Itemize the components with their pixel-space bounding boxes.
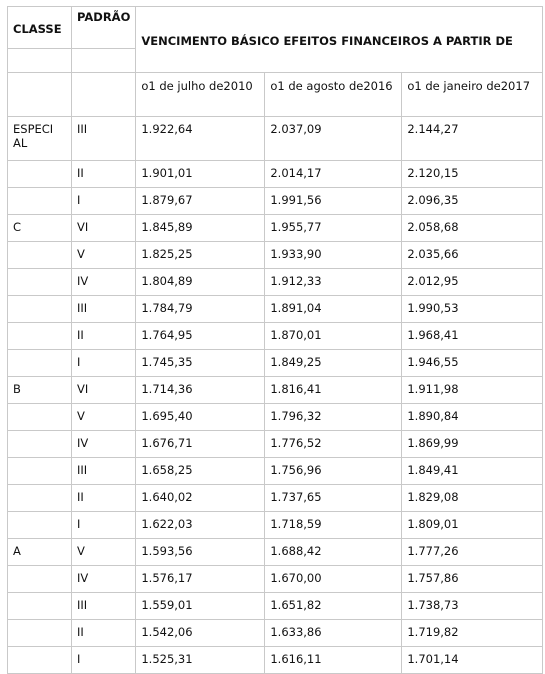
value-2017-cell: 1.869,99 bbox=[402, 431, 543, 458]
header-row bbox=[8, 7, 543, 49]
value-2017-cell: 1.719,82 bbox=[402, 620, 543, 647]
padrao-cell: II bbox=[72, 323, 136, 350]
value-2016-cell: 1.737,65 bbox=[265, 485, 402, 512]
classe-cell bbox=[8, 485, 72, 512]
value-2010-cell: 1.658,25 bbox=[136, 458, 265, 485]
classe-cell bbox=[8, 188, 72, 215]
date-header-1: o1 de julho de2010 bbox=[136, 73, 265, 117]
value-2010-cell: 1.622,03 bbox=[136, 512, 265, 539]
blank-cell bbox=[8, 49, 72, 73]
value-2010-cell: 1.559,01 bbox=[136, 593, 265, 620]
padrao-cell: III bbox=[72, 593, 136, 620]
value-2016-cell: 1.670,00 bbox=[265, 566, 402, 593]
value-2010-cell: 1.745,35 bbox=[136, 350, 265, 377]
value-2010-cell: 1.542,06 bbox=[136, 620, 265, 647]
classe-cell bbox=[8, 404, 72, 431]
padrao-cell: IV bbox=[72, 269, 136, 296]
table-row bbox=[8, 161, 543, 188]
classe-cell bbox=[8, 593, 72, 620]
value-2016-cell: 1.933,90 bbox=[265, 242, 402, 269]
table-row bbox=[8, 647, 543, 674]
value-2010-cell: 1.901,01 bbox=[136, 161, 265, 188]
value-2016-cell: 2.037,09 bbox=[265, 117, 402, 161]
value-2010-cell: 1.593,56 bbox=[136, 539, 265, 566]
value-2016-cell: 1.616,11 bbox=[265, 647, 402, 674]
table-row bbox=[8, 539, 543, 566]
table-row bbox=[8, 188, 543, 215]
classe-cell bbox=[8, 323, 72, 350]
classe-cell bbox=[8, 242, 72, 269]
table-row bbox=[8, 512, 543, 539]
table-row bbox=[8, 620, 543, 647]
padrao-cell: II bbox=[72, 485, 136, 512]
padrao-cell: II bbox=[72, 620, 136, 647]
table-row bbox=[8, 458, 543, 485]
value-2010-cell: 1.879,67 bbox=[136, 188, 265, 215]
value-2017-cell: 1.946,55 bbox=[402, 350, 543, 377]
classe-cell bbox=[8, 377, 72, 404]
classe-label: B bbox=[13, 382, 21, 396]
value-2016-cell: 1.718,59 bbox=[265, 512, 402, 539]
value-2017-cell: 1.757,86 bbox=[402, 566, 543, 593]
value-2017-cell: 2.120,15 bbox=[402, 161, 543, 188]
padrao-cell: V bbox=[72, 404, 136, 431]
table-row bbox=[8, 242, 543, 269]
table-row bbox=[8, 404, 543, 431]
value-2010-cell: 1.576,17 bbox=[136, 566, 265, 593]
padrao-cell: I bbox=[72, 188, 136, 215]
value-2016-cell: 1.796,32 bbox=[265, 404, 402, 431]
header-padrao: PADRÃO bbox=[72, 7, 136, 49]
blank-cell bbox=[72, 49, 136, 73]
value-2010-cell: 1.695,40 bbox=[136, 404, 265, 431]
value-2016-cell: 1.688,42 bbox=[265, 539, 402, 566]
value-2017-cell: 1.968,41 bbox=[402, 323, 543, 350]
padrao-cell: V bbox=[72, 242, 136, 269]
classe-cell bbox=[8, 117, 72, 161]
value-2017-cell: 1.911,98 bbox=[402, 377, 543, 404]
value-2010-cell: 1.804,89 bbox=[136, 269, 265, 296]
value-2017-cell: 1.829,08 bbox=[402, 485, 543, 512]
table-row bbox=[8, 566, 543, 593]
value-2017-cell: 1.701,14 bbox=[402, 647, 543, 674]
value-2010-cell: 1.922,64 bbox=[136, 117, 265, 161]
classe-label: ESPECIAL bbox=[13, 122, 54, 150]
value-2017-cell: 1.738,73 bbox=[402, 593, 543, 620]
padrao-cell: I bbox=[72, 350, 136, 377]
value-2017-cell: 2.012,95 bbox=[402, 269, 543, 296]
table-row bbox=[8, 117, 543, 161]
value-2017-cell: 1.777,26 bbox=[402, 539, 543, 566]
value-2016-cell: 1.651,82 bbox=[265, 593, 402, 620]
padrao-cell: VI bbox=[72, 377, 136, 404]
padrao-cell: I bbox=[72, 512, 136, 539]
salary-table bbox=[7, 6, 543, 674]
classe-cell bbox=[8, 215, 72, 242]
date-header-3: o1 de janeiro de2017 bbox=[402, 73, 543, 117]
value-2010-cell: 1.764,95 bbox=[136, 323, 265, 350]
table-row bbox=[8, 485, 543, 512]
value-2017-cell: 1.849,41 bbox=[402, 458, 543, 485]
value-2010-cell: 1.640,02 bbox=[136, 485, 265, 512]
value-2016-cell: 1.633,86 bbox=[265, 620, 402, 647]
value-2010-cell: 1.784,79 bbox=[136, 296, 265, 323]
value-2016-cell: 1.849,25 bbox=[265, 350, 402, 377]
classe-cell bbox=[8, 647, 72, 674]
classe-cell bbox=[8, 512, 72, 539]
classe-label: C bbox=[13, 220, 22, 234]
date-header-2: o1 de agosto de2016 bbox=[265, 73, 402, 117]
classe-label: A bbox=[13, 544, 21, 558]
value-2016-cell: 1.816,41 bbox=[265, 377, 402, 404]
classe-cell bbox=[8, 620, 72, 647]
padrao-cell: III bbox=[72, 117, 136, 161]
value-2016-cell: 1.912,33 bbox=[265, 269, 402, 296]
padrao-cell: II bbox=[72, 161, 136, 188]
dates-row bbox=[8, 73, 543, 117]
value-2016-cell: 1.955,77 bbox=[265, 215, 402, 242]
classe-cell bbox=[8, 431, 72, 458]
value-2010-cell: 1.714,36 bbox=[136, 377, 265, 404]
table-row bbox=[8, 323, 543, 350]
padrao-cell: VI bbox=[72, 215, 136, 242]
padrao-cell: IV bbox=[72, 431, 136, 458]
padrao-cell: IV bbox=[72, 566, 136, 593]
padrao-cell: I bbox=[72, 647, 136, 674]
header-classe: CLASSE bbox=[8, 7, 72, 49]
classe-cell bbox=[8, 350, 72, 377]
value-2017-cell: 2.058,68 bbox=[402, 215, 543, 242]
value-2010-cell: 1.525,31 bbox=[136, 647, 265, 674]
value-2017-cell: 1.809,01 bbox=[402, 512, 543, 539]
classe-cell bbox=[8, 539, 72, 566]
value-2017-cell: 2.035,66 bbox=[402, 242, 543, 269]
blank-cell bbox=[72, 73, 136, 117]
classe-cell bbox=[8, 161, 72, 188]
value-2016-cell: 1.776,52 bbox=[265, 431, 402, 458]
value-2017-cell: 1.890,84 bbox=[402, 404, 543, 431]
value-2010-cell: 1.676,71 bbox=[136, 431, 265, 458]
table-row bbox=[8, 431, 543, 458]
table-row bbox=[8, 350, 543, 377]
value-2017-cell: 2.096,35 bbox=[402, 188, 543, 215]
value-2016-cell: 1.870,01 bbox=[265, 323, 402, 350]
classe-cell bbox=[8, 269, 72, 296]
value-2010-cell: 1.845,89 bbox=[136, 215, 265, 242]
table-row bbox=[8, 296, 543, 323]
table-row bbox=[8, 269, 543, 296]
table-row bbox=[8, 593, 543, 620]
classe-cell bbox=[8, 296, 72, 323]
header-vencimento: VENCIMENTO BÁSICO EFEITOS FINANCEIROS A PARTIR DE bbox=[136, 7, 543, 73]
value-2017-cell: 1.990,53 bbox=[402, 296, 543, 323]
value-2016-cell: 1.891,04 bbox=[265, 296, 402, 323]
blank-cell bbox=[8, 73, 72, 117]
padrao-cell: III bbox=[72, 458, 136, 485]
table-row bbox=[8, 215, 543, 242]
table-row bbox=[8, 377, 543, 404]
value-2010-cell: 1.825,25 bbox=[136, 242, 265, 269]
value-2016-cell: 2.014,17 bbox=[265, 161, 402, 188]
classe-cell bbox=[8, 566, 72, 593]
value-2016-cell: 1.756,96 bbox=[265, 458, 402, 485]
padrao-cell: V bbox=[72, 539, 136, 566]
padrao-cell: III bbox=[72, 296, 136, 323]
classe-cell bbox=[8, 458, 72, 485]
value-2017-cell: 2.144,27 bbox=[402, 117, 543, 161]
value-2016-cell: 1.991,56 bbox=[265, 188, 402, 215]
